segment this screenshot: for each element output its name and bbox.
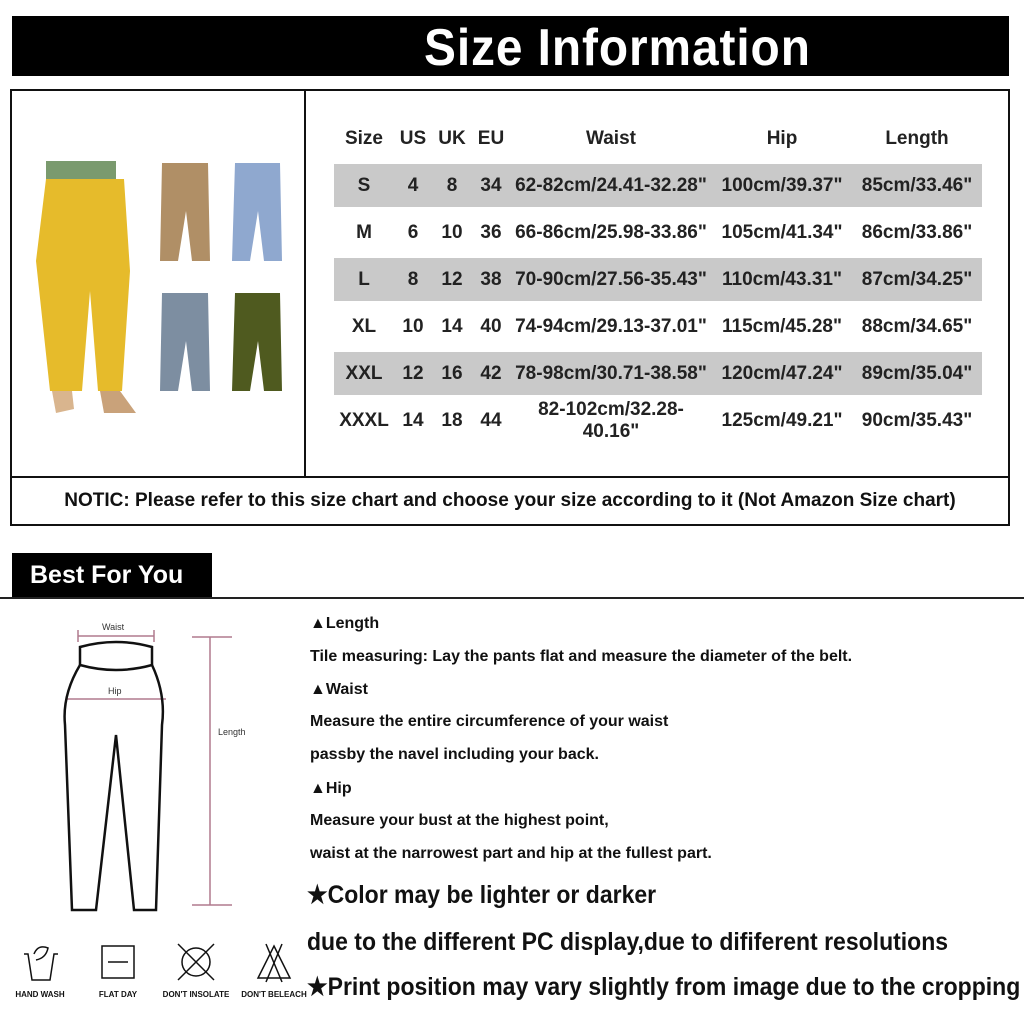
dont-tumble-icon <box>174 940 218 984</box>
cell: 16 <box>441 362 463 384</box>
cell: 70-90cm/27.56-35.43" <box>515 268 707 290</box>
hip-heading: ▲Hip <box>310 780 352 797</box>
svg-text:Waist: Waist <box>102 622 125 632</box>
cell: 100cm/39.37" <box>721 174 843 196</box>
cell: 18 <box>441 409 463 431</box>
cell: 38 <box>480 268 502 290</box>
table-row <box>334 399 982 442</box>
cell: 74-94cm/29.13-37.01" <box>515 315 707 337</box>
hip-text-1: Measure your bust at the highest point, <box>310 812 609 829</box>
dont-bleach-icon <box>252 940 296 984</box>
product-photo <box>12 91 306 476</box>
cell: 40 <box>480 315 502 337</box>
hip-text-2: waist at the narrowest part and hip at the fullest part. <box>310 845 712 862</box>
cell: 14 <box>402 409 424 431</box>
svg-text:Hip: Hip <box>108 686 122 696</box>
cell: 14 <box>441 315 463 337</box>
flat-dry-icon <box>96 940 140 984</box>
best-for-you-tab: Best For You <box>12 553 212 597</box>
cell: 110cm/43.31" <box>722 268 842 290</box>
waist-heading: ▲Waist <box>310 681 368 698</box>
table-row <box>334 211 982 254</box>
cell: 12 <box>441 268 463 290</box>
col-hip: Hip <box>766 127 798 149</box>
length-text: Tile measuring: Lay the pants flat and measure the diameter of the belt. <box>310 648 853 665</box>
cell: 10 <box>441 221 463 243</box>
col-size: Size <box>344 127 384 149</box>
col-uk: UK <box>438 127 466 149</box>
cell: 120cm/47.24" <box>721 362 843 384</box>
cell: 85cm/33.46" <box>861 174 973 196</box>
cell: 66-86cm/25.98-33.86" <box>515 221 707 243</box>
cell: XXXL <box>339 409 389 431</box>
col-eu: EU <box>477 127 505 149</box>
cell: 12 <box>402 362 424 384</box>
col-length: Length <box>885 127 949 149</box>
cell: S <box>357 174 371 196</box>
cell: 62-82cm/24.41-32.28" <box>515 174 707 196</box>
cell: M <box>356 221 372 243</box>
cell: 90cm/35.43" <box>861 409 973 431</box>
cell: 6 <box>407 221 419 243</box>
pants-photo-icon <box>12 91 304 476</box>
cell: 87cm/34.25" <box>861 268 973 290</box>
care-label: HAND WASH <box>15 990 65 999</box>
cell: XXL <box>345 362 383 384</box>
cell: 8 <box>446 174 458 196</box>
cell: 42 <box>480 362 502 384</box>
cell: 44 <box>480 409 502 431</box>
cell: 115cm/45.28" <box>722 315 842 337</box>
size-chart-box <box>10 89 1010 478</box>
cell: 78-98cm/30.71-38.58" <box>515 362 707 384</box>
cell: 4 <box>407 174 419 196</box>
print-note: ★Print position may vary slightly from image due to the cropping <box>307 973 1021 1001</box>
waist-text-2: passby the navel including your back. <box>310 746 599 763</box>
table-row <box>334 258 982 301</box>
size-notice: NOTIC: Please refer to this size chart and choose your size according to it (Not Amazon Size chart) <box>10 478 1010 526</box>
care-flat-dry <box>78 940 158 999</box>
cell: 89cm/35.04" <box>861 362 973 384</box>
size-table <box>306 91 1008 476</box>
waist-text-1: Measure the entire circumference of your waist <box>310 713 669 730</box>
page-title: Size Information <box>424 19 811 77</box>
cell: 36 <box>480 221 502 243</box>
hand-wash-icon <box>18 940 62 984</box>
svg-text:Length: Length <box>218 727 246 737</box>
section-divider <box>0 597 1024 599</box>
table-header <box>334 117 982 160</box>
care-dont-bleach <box>234 940 314 999</box>
cell: 34 <box>480 174 502 196</box>
cell: 10 <box>402 315 424 337</box>
care-hand-wash <box>0 940 80 999</box>
cell: 105cm/41.34" <box>721 221 843 243</box>
table-row <box>334 352 982 395</box>
color-note-1: ★Color may be lighter or darker <box>307 881 657 909</box>
care-label: DON'T INSOLATE <box>162 990 230 999</box>
table-row <box>334 305 982 348</box>
care-label: FLAT DAY <box>98 990 138 999</box>
care-label: DON'T BELEACH <box>241 990 307 999</box>
col-waist: Waist <box>586 127 636 149</box>
col-us: US <box>399 127 427 149</box>
cell: 125cm/49.21" <box>721 409 843 431</box>
title-banner <box>12 16 1009 76</box>
table-row <box>334 164 982 207</box>
cell: L <box>358 268 370 290</box>
cell: XL <box>351 315 377 337</box>
length-heading: ▲Length <box>310 615 380 632</box>
cell: 8 <box>407 268 419 290</box>
cell: 86cm/33.86" <box>861 221 973 243</box>
care-dont-insolate <box>156 940 236 999</box>
color-note-2: due to the different PC display,due to dififerent resolutions <box>307 928 949 956</box>
measurement-diagram <box>40 615 280 915</box>
cell: 88cm/34.65" <box>861 315 973 337</box>
cell: 82-102cm/32.28-40.16" <box>538 398 684 442</box>
